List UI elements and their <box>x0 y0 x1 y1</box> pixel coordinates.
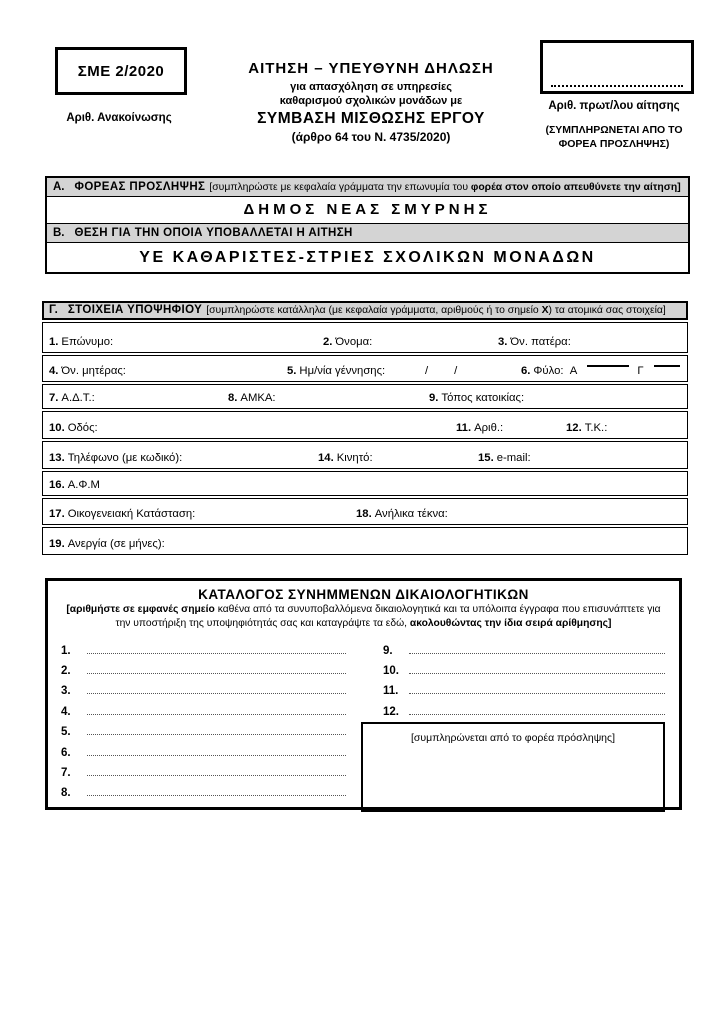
announcement-number-label: Αριθ. Ανακοίνωσης <box>66 112 172 124</box>
form-subtitle-line2: καθαρισμού σχολικών μονάδων με <box>279 95 463 108</box>
id-card-field-label: 7. Α.Δ.Τ.: <box>49 392 95 404</box>
attachment-blank-line-9[interactable] <box>409 653 665 654</box>
attachment-blank-line-1[interactable] <box>87 653 346 654</box>
surname-field-label: 1. Επώνυμο: <box>49 336 114 348</box>
attachments-columns <box>48 630 679 812</box>
attachment-blank-line-10[interactable] <box>409 673 665 674</box>
residence-field-label: 9. Τόπος κατοικίας: <box>429 392 525 404</box>
protocol-number-label: Αριθ. πρωτ/λου αίτησης <box>548 100 680 112</box>
attachment-item-2: 2. <box>61 657 346 677</box>
form-title-law-reference: (άρθρο 64 του Ν. 4735/2020) <box>291 130 451 145</box>
unemployment-field-label: 19. Ανεργία (σε μήνες): <box>49 538 165 550</box>
attachment-blank-line-2[interactable] <box>87 673 346 674</box>
attachment-item-9: 9. <box>383 636 665 656</box>
afm-field-label: 16. Α.Φ.Μ <box>49 479 100 491</box>
birthdate-separators: / / <box>425 365 458 377</box>
firstname-field-label: 2. Όνομα: <box>323 336 373 348</box>
section-a-header: Α. ΦΟΡΕΑΣ ΠΡΟΣΛΗΨΗΣ [συμπληρώστε με κεφαλαία γράμματα την επωνυμία του φορέα στον οποίο απευθύνετε την αίτηση] <box>47 178 688 197</box>
attachment-item-6: 6. <box>61 738 346 758</box>
attachment-item-7: 7. <box>61 759 346 779</box>
attachment-blank-line-8[interactable] <box>87 795 346 796</box>
street-number-field-label: 11. Αριθ.: <box>456 422 504 434</box>
email-field-label: 15. e-mail: <box>478 452 531 464</box>
attachment-item-5: 5. <box>61 718 346 738</box>
gender-field: 6. Φύλο: Α Γ <box>521 365 680 377</box>
postal-code-field-label: 12. Τ.Κ.: <box>566 422 608 434</box>
form-title-contract: ΣΥΜΒΑΣΗ ΜΙΣΘΩΣΗΣ ΕΡΓΟΥ <box>257 110 485 128</box>
section-c-header: Γ. ΣΤΟΙΧΕΙΑ ΥΠΟΨΗΦΙΟΥ [συμπληρώστε κατάλληλα (με κεφαλαία γράμματα, αριθμούς ή το σημείο Χ) τα ατομικά σας στοιχεία] <box>42 301 688 320</box>
attachment-blank-line-7[interactable] <box>87 775 346 776</box>
birthdate-field-label: 5. Ημ/νία γέννησης: <box>287 365 386 377</box>
gender-option-female: Γ <box>637 365 644 377</box>
form-subtitle-line1: για απασχόληση σε υπηρεσίες <box>290 81 452 93</box>
attachment-blank-line-11[interactable] <box>409 693 665 694</box>
sections-a-b-table <box>45 176 690 274</box>
attachments-instructions: [αριθμήστε σε εμφανές σημείο καθένα από τα συνυποβαλλόμενα δικαιολογητικά και τα υπόλοιπα έγγραφα που επισυνάπτετε για την υποστήριξη της υποψηφιότητάς σας και καταγράψτε τα εδώ, ακολουθώντας την ίδια σειρά αρίθμησης] <box>66 604 661 629</box>
field-row-2[interactable] <box>42 355 688 382</box>
fathers-name-field-label: 3. Όν. πατέρα: <box>498 336 571 348</box>
section-b-header: Β. ΘΕΣΗ ΓΙΑ ΤΗΝ ΟΠΟΙΑ ΥΠΟΒΑΛΛΕΤΑΙ Η ΑΙΤΗΣΗ <box>47 224 688 243</box>
field-row-7[interactable] <box>42 498 688 525</box>
attachment-item-10: 10. <box>383 657 665 677</box>
position-value: ΥΕ ΚΑΘΑΡΙΣΤΕΣ-ΣΤΡΙΕΣ ΣΧΟΛΙΚΩΝ ΜΟΝΑΔΩΝ <box>47 243 688 272</box>
attachment-blank-line-6[interactable] <box>87 755 346 756</box>
field-row-1[interactable] <box>42 322 688 353</box>
attachments-section <box>45 578 682 810</box>
section-c-candidate-details <box>42 301 688 555</box>
mobile-field-label: 14. Κινητό: <box>318 452 373 464</box>
attachment-item-12: 12. <box>383 697 665 717</box>
street-field-label: 10. Οδός: <box>49 422 98 434</box>
protocol-number-box[interactable] <box>540 40 694 94</box>
attachment-blank-line-5[interactable] <box>87 734 346 735</box>
field-row-6[interactable] <box>42 471 688 496</box>
attachment-blank-line-4[interactable] <box>87 714 346 715</box>
attachments-column-left <box>61 636 346 812</box>
attachment-item-1: 1. <box>61 636 346 656</box>
field-row-4[interactable] <box>42 411 688 439</box>
attachments-title: ΚΑΤΑΛΟΓΟΣ ΣΥΝΗΜΜΕΝΩΝ ΔΙΚΑΙΟΛΟΓΗΤΙΚΩΝ <box>198 587 529 602</box>
attachment-blank-line-3[interactable] <box>87 693 346 694</box>
field-row-5[interactable] <box>42 441 688 469</box>
announcement-number-box <box>55 47 187 95</box>
form-title: ΑΙΤΗΣΗ – ΥΠΕΥΘΥΝΗ ΔΗΛΩΣΗ <box>248 60 494 77</box>
form-title-block <box>221 60 521 144</box>
attachment-item-4: 4. <box>61 697 346 717</box>
protocol-number-blank-line[interactable] <box>551 85 683 87</box>
attachment-item-3: 3. <box>61 677 346 697</box>
field-row-8[interactable] <box>42 527 688 555</box>
attachment-blank-line-12[interactable] <box>409 714 665 715</box>
field-row-3[interactable] <box>42 384 688 409</box>
attachments-column-right <box>383 636 665 812</box>
gender-option-male: Α <box>569 365 578 377</box>
announcement-number: ΣΜΕ 2/2020 <box>77 62 165 80</box>
hiring-agency-value: ΔΗΜΟΣ ΝΕΑΣ ΣΜΥΡΝΗΣ <box>47 197 688 224</box>
agency-use-box[interactable] <box>361 722 665 812</box>
gender-male-blank[interactable] <box>587 365 629 367</box>
amka-field-label: 8. ΑΜΚΑ: <box>228 392 276 404</box>
protocol-filled-by-agency-note: (ΣΥΜΠΛΗΡΩΝΕΤΑΙ ΑΠΟ ΤΟ ΦΟΡΕΑ ΠΡΟΣΛΗΨΗΣ) <box>545 124 683 151</box>
attachment-item-8: 8. <box>61 779 346 799</box>
phone-field-label: 13. Τηλέφωνο (με κωδικό): <box>49 452 183 464</box>
agency-use-note: [συμπληρώνεται από το φορέα πρόσληψης] <box>411 731 615 744</box>
attachment-item-11: 11. <box>383 677 665 697</box>
gender-female-blank[interactable] <box>654 365 680 367</box>
minor-children-field-label: 18. Ανήλικα τέκνα: <box>356 508 448 520</box>
marital-status-field-label: 17. Οικογενειακή Κατάσταση: <box>49 508 196 520</box>
mothers-name-field-label: 4. Όν. μητέρας: <box>49 365 126 377</box>
